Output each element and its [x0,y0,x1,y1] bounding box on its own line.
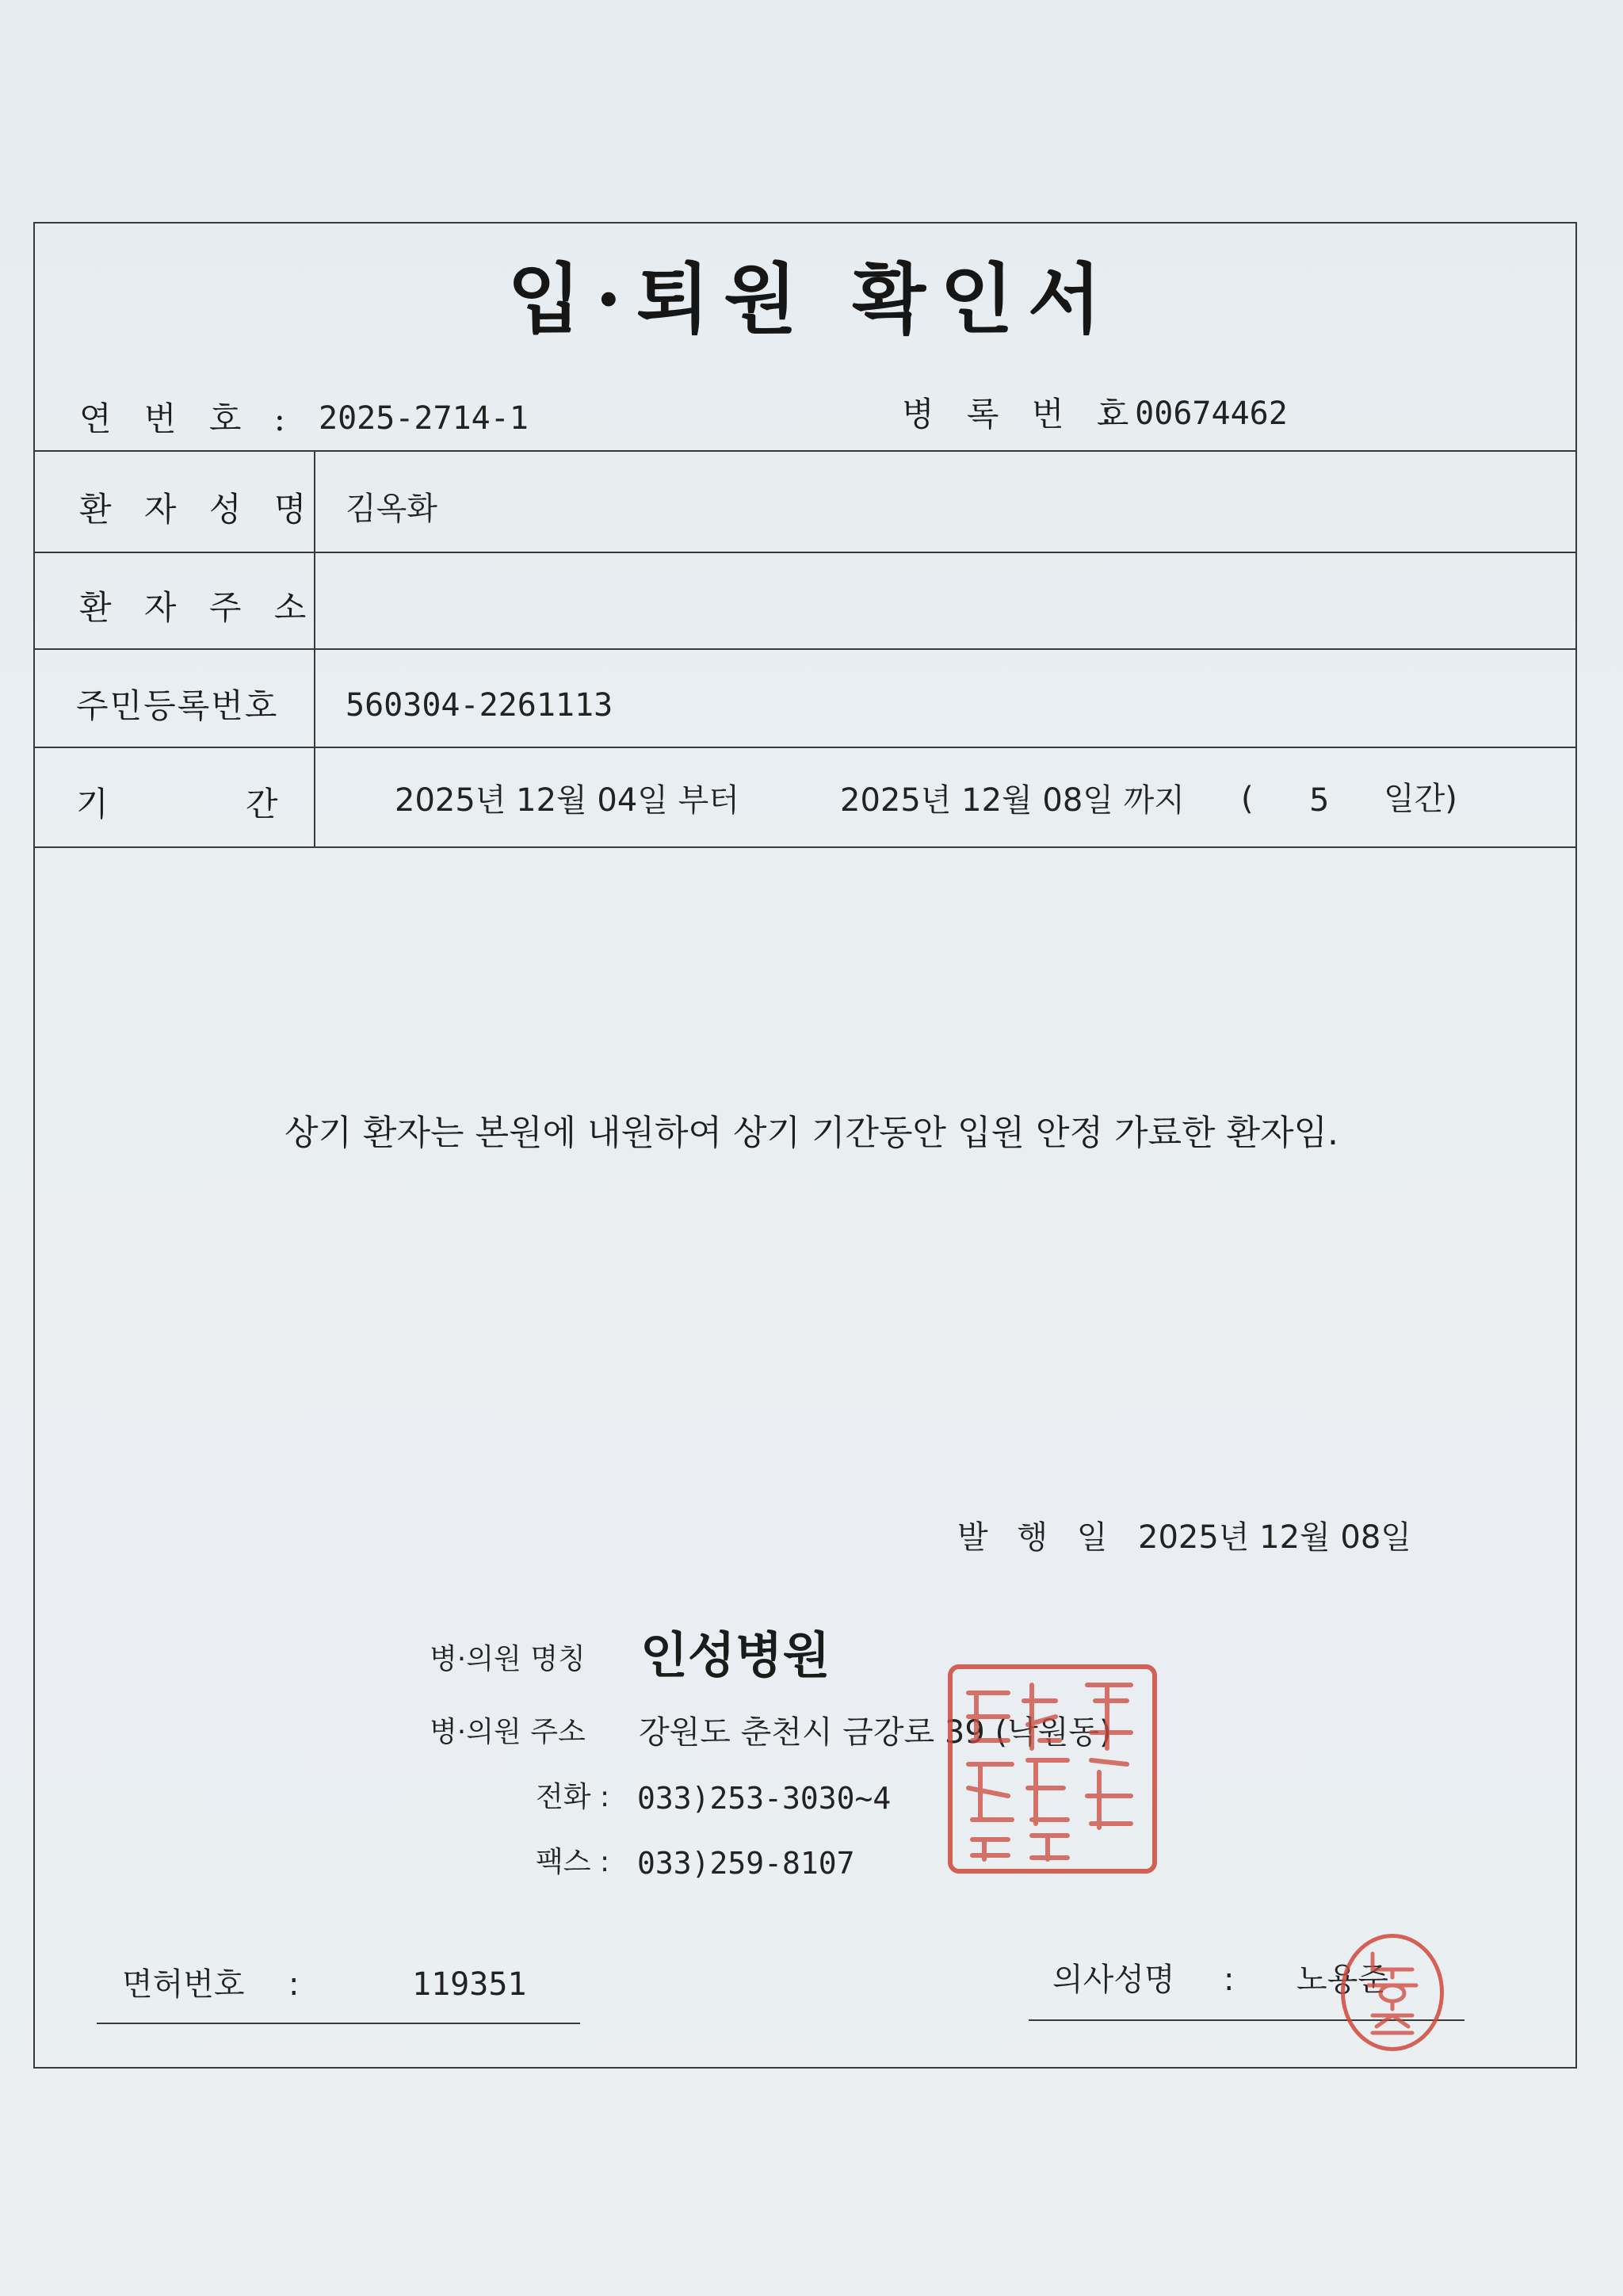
certification-statement: 상기 환자는 본원에 내원하여 상기 기간동안 입원 안정 가료한 환자임. [285,1113,1338,1153]
doctor-name-label: 의사성명 [1052,1962,1175,1998]
period-from: 2025년 12월 04일 부터 [395,782,739,819]
patient-address-label: 환 자 주 소 [79,588,318,627]
license-number-value: 119351 [412,1966,527,2003]
row-divider [33,552,1577,553]
resident-number-value: 560304-2261113 [346,687,613,724]
hospital-address-label: 병·의원 주소 [430,1716,586,1748]
doctor-seal-stamp [1341,1934,1444,2051]
hospital-phone-label: 전화 : [536,1781,610,1813]
hospital-seal-stamp [948,1664,1157,1874]
period-unit: 일간) [1384,781,1457,817]
document-title: 입·퇴원 확인서 [507,254,1116,344]
resident-number-label: 주민등록번호 [76,686,279,725]
row-divider [33,648,1577,650]
seal-glyphs-icon [953,1669,1152,1869]
doctor-name-colon: : [1224,1962,1235,1998]
hospital-address: 강원도 춘천시 금강로 39 (낙원동) [639,1714,1112,1751]
record-number-value: : 00674462 [1097,395,1288,432]
row-divider [33,450,1577,452]
hospital-fax: 033)259-8107 [637,1846,855,1881]
patient-name-value: 김옥화 [346,491,437,527]
patient-name-label: 환 자 성 명 [79,490,318,529]
license-underline [97,2023,580,2024]
license-number-label: 면허번호 [122,1966,245,2003]
doctor-name: 노용준 [1296,1962,1388,1998]
serial-number-label: 연 번 호 : [79,399,296,438]
hospital-fax-label: 팩스 : [536,1846,610,1878]
hospital-name: 인성병원 [640,1626,831,1684]
period-to: 2025년 12월 08일 까지 [840,782,1185,819]
issue-date-value: 2025년 12월 08일 [1138,1519,1411,1556]
period-days: 5 [1309,782,1330,819]
serial-number-value: 2025-2714-1 [319,400,529,437]
row-divider [33,846,1577,848]
period-open-paren: ( [1241,781,1254,817]
license-number-colon: : [288,1966,300,2003]
period-label-right: 간 [246,785,289,823]
hospital-phone: 033)253-3030~4 [637,1781,892,1816]
period-label-left: 기 [76,785,120,823]
row-divider [33,747,1577,748]
issue-date-label: 발 행 일 [957,1519,1117,1556]
record-number-label: 병 록 번 호 [902,395,1140,434]
hospital-name-label: 병·의원 명칭 [430,1643,586,1675]
doctor-seal-glyphs-icon [1345,1938,1440,2047]
